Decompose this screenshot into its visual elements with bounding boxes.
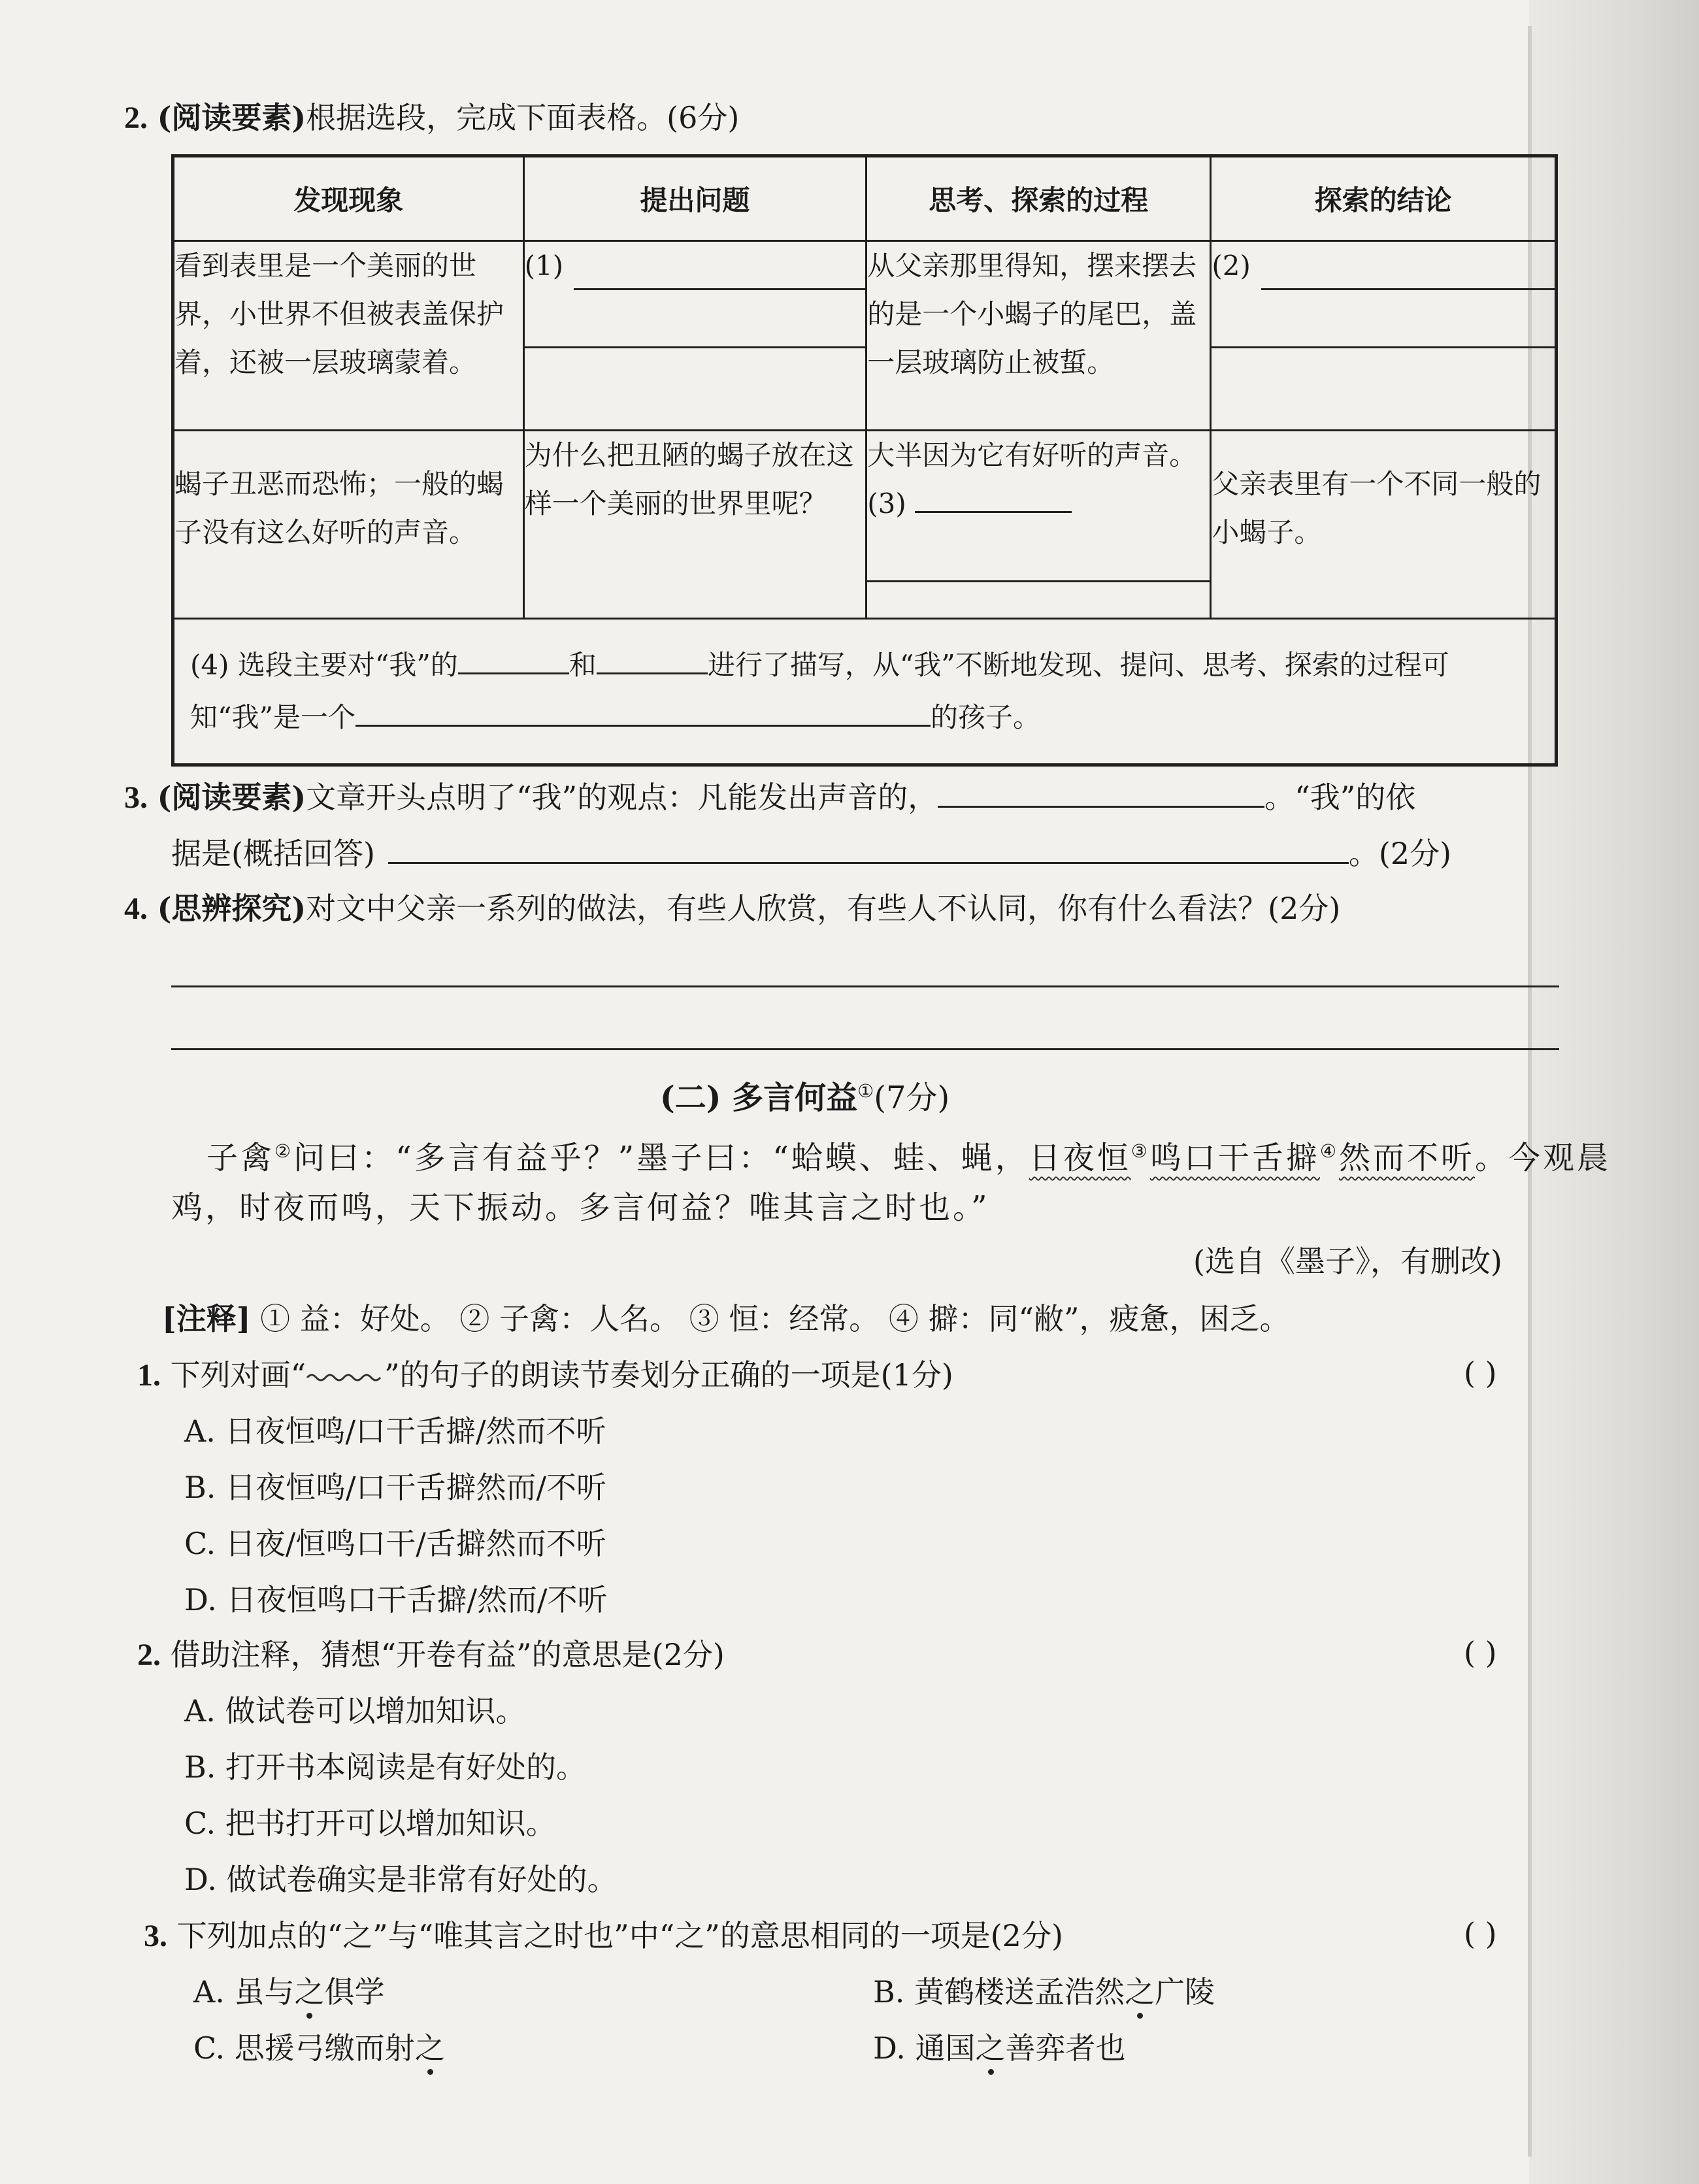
mc1-option-d[interactable]: D. 日夜恒鸣口干舌擗/然而/不听 (184, 1582, 608, 1617)
passage-line-1 (206, 1131, 1611, 1179)
mc1-number: 1. (137, 1358, 161, 1393)
passage-source: (选自《墨子》，有删改) (1193, 1244, 1502, 1279)
mc2-option-c[interactable]: C. 把书打开可以增加知识。 (184, 1806, 556, 1841)
option-text: 广陵 (1155, 1974, 1215, 2010)
footnote-mark: ② (274, 1140, 294, 1162)
blank-label-3: (3) (867, 488, 906, 520)
mc2-number: 2. (137, 1638, 161, 1672)
table-cell: 从父亲那里得知，摆来摆去的是一个小蝎子的尾巴，盖一层玻璃防止被蜇。 (866, 241, 1211, 431)
mc2-option-d[interactable]: D. 做试卷确实是非常有好处的。 (184, 1862, 618, 1897)
q3-text: 。“我”的依 (1264, 780, 1416, 815)
wavy-underlined-text: 鸣口干舌擗 (1149, 1140, 1320, 1176)
option-text: B. 黄鹤楼送孟浩然 (873, 1974, 1125, 2010)
answer-blank-2[interactable] (1261, 245, 1555, 290)
notes (162, 1299, 1290, 1338)
dotted-char: 之 (414, 2030, 445, 2066)
notes-text: ① 益：好处。 ② 子禽：人名。 ③ 恒：经常。 ④ 擗：同“敝”，疲惫，困乏。 (260, 1301, 1290, 1336)
section-title-text: (二) 多言何益 (660, 1080, 858, 1116)
answer-blank-4b[interactable] (597, 646, 708, 674)
q3-number: 3. (124, 780, 148, 815)
wavy-underlined-text: 日夜恒 (1029, 1140, 1131, 1176)
table-header-cell: 发现现象 (173, 156, 524, 241)
table-cell: 蝎子丑恶而恐怖；一般的蝎子没有这么好听的声音。 (173, 431, 524, 619)
mc2-option-a[interactable]: A. 做试卷可以增加知识。 (184, 1693, 526, 1729)
mc3-answer-paren[interactable]: ( ) (1464, 1916, 1497, 1951)
mc2-stem (137, 1635, 725, 1675)
answer-blank-3-line2[interactable] (867, 537, 1210, 582)
q3-text: 文章开头点明了“我”的观点：凡能发出声音的， (306, 780, 938, 815)
mc2-answer-paren[interactable]: ( ) (1464, 1635, 1497, 1670)
blank-label-1: (1) (524, 250, 564, 282)
row3-text: 和 (569, 649, 597, 681)
table-cell: 父亲表里有一个不同一般的小蝎子。 (1211, 431, 1557, 619)
footnote-mark: ③ (1130, 1140, 1150, 1162)
table-merged-row (173, 619, 1557, 765)
option-text: 俱学 (324, 1974, 385, 2010)
row3-text: 知“我”是一个 (190, 701, 355, 733)
answer-blank-4c[interactable] (355, 699, 931, 727)
mc1-text: ”的句子的朗读节奏划分正确的一项是(1分) (384, 1357, 953, 1393)
q3-text: 。(2分) (1348, 836, 1452, 871)
mc3-option-a[interactable] (193, 1972, 384, 2011)
table-cell (523, 241, 866, 431)
mc3-option-c[interactable] (193, 2028, 445, 2068)
q2-number: 2. (124, 101, 148, 135)
q2-heading (124, 98, 739, 138)
inquiry-table (171, 154, 1558, 767)
table-header-cell: 提出问题 (523, 156, 866, 241)
mc1-option-a[interactable]: A. 日夜恒鸣/口干舌擗/然而不听 (184, 1414, 606, 1449)
answer-blank-1-line2[interactable] (525, 303, 866, 348)
notes-label: [注释] (162, 1301, 251, 1336)
mc3-stem (144, 1916, 1063, 1956)
passage-text: 子禽 (206, 1140, 275, 1176)
section-score: (7分) (874, 1080, 950, 1116)
q2-tag: (阅读要素) (157, 100, 306, 135)
footnote-mark: ④ (1319, 1140, 1339, 1162)
row3-text: 进行了描写，从“我”不断地发现、提问、思考、探索的过程可 (707, 649, 1449, 681)
wavy-underlined-text: 然而不听 (1339, 1140, 1476, 1176)
q3-tag: (阅读要素) (157, 780, 306, 815)
q3-line1 (124, 778, 1415, 818)
answer-blank-1[interactable] (574, 245, 865, 290)
blank-label-2: (2) (1212, 250, 1251, 282)
table-cell: 看到表里是一个美丽的世界，小世界不但被表盖保护着，还被一层玻璃蒙着。 (173, 241, 524, 431)
row3-text: 的孩子。 (930, 701, 1040, 733)
answer-blank-2-line2[interactable] (1212, 303, 1555, 348)
mc1-option-c[interactable]: C. 日夜/恒鸣口干/舌擗然而不听 (184, 1526, 606, 1561)
mc3-option-b[interactable] (873, 1972, 1215, 2011)
table-cell (866, 431, 1211, 619)
q2-stem: 根据选段，完成下面表格。(6分) (306, 100, 740, 135)
q4-number: 4. (124, 891, 148, 926)
q4-answer-line-1[interactable] (171, 985, 1559, 987)
answer-blank-3[interactable] (915, 485, 1072, 513)
table-header-cell: 思考、探索的过程 (866, 156, 1211, 241)
q3-blank-1[interactable] (938, 780, 1264, 808)
option-text: C. 思援弓缴而射 (193, 2030, 415, 2066)
option-text: 善弈者也 (1005, 2030, 1126, 2066)
q3-line2 (171, 834, 1451, 873)
passage-text: 问曰：“多言有益乎？”墨子曰：“蛤蟆、蛙、蝇， (293, 1140, 1029, 1176)
passage-line-2: 鸡，时夜而鸣，天下振动。多言何益？唯其言之时也。” (171, 1189, 990, 1226)
dotted-char: 之 (294, 1974, 325, 2010)
table-cell (1211, 241, 1557, 431)
dotted-char: 之 (1125, 1974, 1155, 2010)
option-text: A. 虽与 (193, 1974, 295, 2010)
mc3-text: 下列加点的“之”与“唯其言之时也”中“之”的意思相同的一项是(2分) (176, 1918, 1063, 1953)
passage-text: 。今观晨 (1475, 1140, 1611, 1176)
mc1-text: 下列对画“ (170, 1357, 306, 1393)
section-title-note: ① (857, 1080, 874, 1102)
answer-blank-4a[interactable] (458, 646, 569, 674)
q3-text: 据是(概括回答) (171, 836, 375, 871)
q4-heading (124, 889, 1340, 929)
row2-c3-text: 大半因为它有好听的声音。 (867, 439, 1197, 471)
mc1-option-b[interactable]: B. 日夜恒鸣/口干舌擗然而/不听 (184, 1470, 607, 1505)
q4-stem: 对文中父亲一系列的做法，有些人欣赏，有些人不认同，你有什么看法？(2分) (306, 891, 1341, 926)
mc3-option-d[interactable] (873, 2028, 1126, 2068)
q3-blank-2[interactable] (388, 836, 1349, 864)
mc3-number: 3. (144, 1919, 167, 1953)
mc2-option-b[interactable]: B. 打开书本阅读是有好处的。 (184, 1749, 587, 1785)
q4-tag: (思辨探究) (157, 891, 306, 926)
row3-text: (4) 选段主要对“我”的 (190, 649, 458, 681)
mc2-text: 借助注释，猜想“开卷有益”的意思是(2分) (170, 1637, 725, 1672)
q4-answer-line-2[interactable] (171, 1048, 1559, 1050)
option-text: D. 通国 (873, 2030, 976, 2066)
section-title (660, 1070, 949, 1119)
mc1-answer-paren[interactable]: ( ) (1464, 1355, 1497, 1391)
dotted-char: 之 (975, 2030, 1006, 2066)
table-header-cell: 探索的结论 (1211, 156, 1557, 241)
table-cell: 为什么把丑陋的蝎子放在这样一个美丽的世界里呢？ (523, 431, 866, 619)
mc1-stem (137, 1355, 953, 1395)
wavy-line-sample (306, 1371, 384, 1384)
